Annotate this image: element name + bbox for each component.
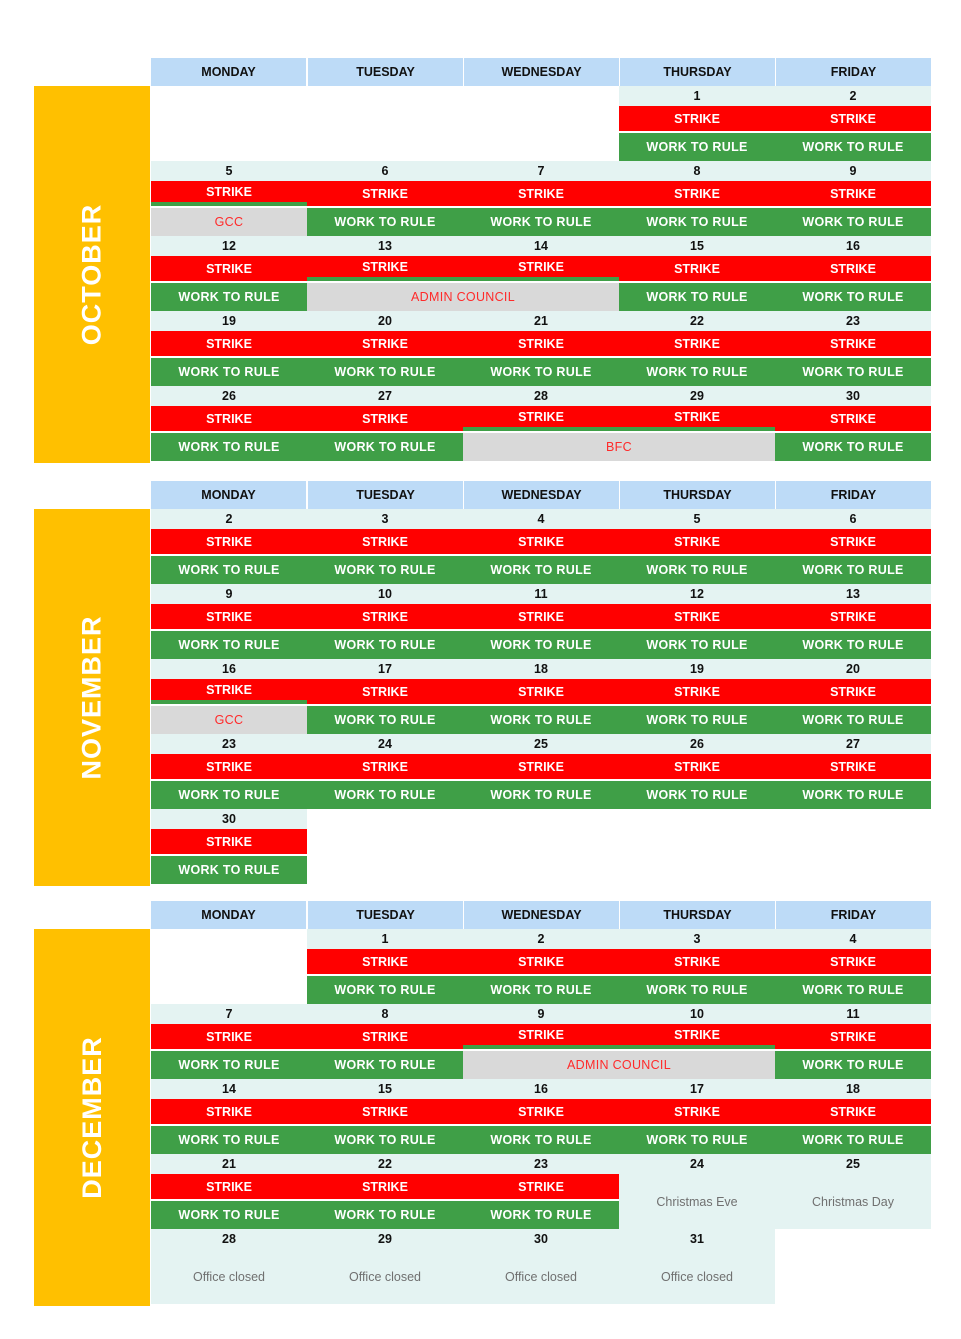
strike-cell: STRIKE — [151, 1024, 307, 1051]
work-to-rule-cell: WORK TO RULE — [619, 556, 775, 584]
strike-cell: STRIKE — [619, 181, 775, 208]
day-number: 3 — [619, 929, 775, 949]
month-label-october — [34, 86, 150, 463]
day-number: 20 — [307, 311, 463, 331]
work-to-rule-cell: WORK TO RULE — [775, 706, 931, 734]
day-number: 11 — [775, 1004, 931, 1024]
work-to-rule-cell: WORK TO RULE — [151, 283, 307, 311]
work-to-rule-cell: WORK TO RULE — [463, 976, 619, 1004]
strike-cell: STRIKE — [775, 106, 931, 133]
day-number: 5 — [151, 161, 307, 181]
day-number: 30 — [775, 386, 931, 406]
day-number: 12 — [151, 236, 307, 256]
day-number: 28 — [151, 1229, 307, 1249]
strike-cell: STRIKE — [463, 679, 619, 706]
strike-cell: STRIKE — [775, 1099, 931, 1126]
strike-cell: STRIKE — [619, 406, 775, 431]
day-number: 14 — [463, 236, 619, 256]
weekday-header-tuesday: TUESDAY — [308, 481, 463, 509]
strike-cell: STRIKE — [463, 181, 619, 208]
strike-cell: STRIKE — [463, 529, 619, 556]
day-number: 9 — [463, 1004, 619, 1024]
strike-cell: STRIKE — [307, 679, 463, 706]
strike-cell: STRIKE — [619, 604, 775, 631]
work-to-rule-cell: WORK TO RULE — [619, 283, 775, 311]
work-to-rule-cell: WORK TO RULE — [307, 631, 463, 659]
day-number: 22 — [619, 311, 775, 331]
strike-cell: STRIKE — [775, 1024, 931, 1051]
work-to-rule-cell: WORK TO RULE — [775, 283, 931, 311]
work-to-rule-cell: WORK TO RULE — [619, 706, 775, 734]
strike-cell: STRIKE — [463, 331, 619, 358]
day-number: 23 — [775, 311, 931, 331]
meeting-gcc: GCC — [151, 208, 307, 236]
work-to-rule-cell: WORK TO RULE — [307, 556, 463, 584]
weekday-header-monday: MONDAY — [151, 481, 306, 509]
day-number: 19 — [151, 311, 307, 331]
work-to-rule-cell: WORK TO RULE — [463, 1126, 619, 1154]
day-number: 27 — [775, 734, 931, 754]
day-number: 28 — [463, 386, 619, 406]
strike-cell: STRIKE — [619, 331, 775, 358]
day-number: 2 — [775, 86, 931, 106]
day-number: 6 — [775, 509, 931, 529]
day-note-office-closed: Office closed — [619, 1249, 775, 1304]
strike-cell: STRIKE — [151, 331, 307, 358]
work-to-rule-cell: WORK TO RULE — [307, 706, 463, 734]
work-to-rule-cell: WORK TO RULE — [463, 1201, 619, 1229]
day-number: 31 — [619, 1229, 775, 1249]
day-number: 7 — [463, 161, 619, 181]
work-to-rule-cell: WORK TO RULE — [463, 556, 619, 584]
day-number: 11 — [463, 584, 619, 604]
day-number: 26 — [151, 386, 307, 406]
strike-cell: STRIKE — [619, 529, 775, 556]
weekday-header-thursday: THURSDAY — [620, 481, 775, 509]
meeting-gcc: GCC — [151, 706, 307, 734]
strike-cell: STRIKE — [463, 949, 619, 976]
weekday-header-wednesday: WEDNESDAY — [464, 481, 619, 509]
day-number: 23 — [463, 1154, 619, 1174]
day-number: 24 — [307, 734, 463, 754]
day-number: 21 — [151, 1154, 307, 1174]
work-to-rule-cell: WORK TO RULE — [775, 1051, 931, 1079]
work-to-rule-cell: WORK TO RULE — [619, 976, 775, 1004]
strike-cell: STRIKE — [619, 1099, 775, 1126]
strike-cell: STRIKE — [463, 754, 619, 781]
weekday-header-tuesday: TUESDAY — [308, 901, 463, 929]
work-to-rule-cell: WORK TO RULE — [307, 781, 463, 809]
work-to-rule-cell: WORK TO RULE — [307, 358, 463, 386]
day-number: 1 — [307, 929, 463, 949]
work-to-rule-cell: WORK TO RULE — [463, 706, 619, 734]
work-to-rule-cell: WORK TO RULE — [619, 133, 775, 161]
work-to-rule-cell: WORK TO RULE — [151, 856, 307, 884]
day-number: 26 — [619, 734, 775, 754]
month-name: DECEMBER — [76, 1036, 107, 1199]
day-number: 9 — [775, 161, 931, 181]
day-number: 18 — [463, 659, 619, 679]
work-to-rule-cell: WORK TO RULE — [151, 1126, 307, 1154]
strike-cell: STRIKE — [307, 256, 463, 281]
day-note-christmas-day: Christmas Day — [775, 1174, 931, 1229]
work-to-rule-cell: WORK TO RULE — [775, 1126, 931, 1154]
day-number: 30 — [463, 1229, 619, 1249]
work-to-rule-cell: WORK TO RULE — [307, 976, 463, 1004]
weekday-header-wednesday: WEDNESDAY — [464, 58, 619, 86]
day-number: 2 — [463, 929, 619, 949]
strike-cell: STRIKE — [307, 1024, 463, 1051]
day-number: 17 — [619, 1079, 775, 1099]
day-number: 16 — [775, 236, 931, 256]
day-number: 4 — [775, 929, 931, 949]
work-to-rule-cell: WORK TO RULE — [151, 781, 307, 809]
strike-cell: STRIKE — [775, 529, 931, 556]
strike-cell: STRIKE — [307, 1099, 463, 1126]
day-number: 27 — [307, 386, 463, 406]
strike-cell: STRIKE — [151, 679, 307, 704]
day-number: 10 — [619, 1004, 775, 1024]
work-to-rule-cell: WORK TO RULE — [775, 556, 931, 584]
work-to-rule-cell: WORK TO RULE — [775, 976, 931, 1004]
strike-cell: STRIKE — [463, 1174, 619, 1201]
work-to-rule-cell: WORK TO RULE — [775, 781, 931, 809]
weekday-header-monday: MONDAY — [151, 901, 306, 929]
day-number: 4 — [463, 509, 619, 529]
day-number: 19 — [619, 659, 775, 679]
weekday-header-thursday: THURSDAY — [620, 901, 775, 929]
strike-cell: STRIKE — [307, 1174, 463, 1201]
day-number: 5 — [619, 509, 775, 529]
strike-cell: STRIKE — [775, 754, 931, 781]
work-to-rule-cell: WORK TO RULE — [151, 1051, 307, 1079]
day-number: 30 — [151, 809, 307, 829]
work-to-rule-cell: WORK TO RULE — [151, 358, 307, 386]
strike-cell: STRIKE — [619, 1024, 775, 1049]
day-number: 25 — [775, 1154, 931, 1174]
meeting-admin-council: ADMIN COUNCIL — [463, 1051, 775, 1079]
work-to-rule-cell: WORK TO RULE — [775, 358, 931, 386]
work-to-rule-cell: WORK TO RULE — [775, 631, 931, 659]
month-label-november — [34, 509, 150, 886]
strike-cell: STRIKE — [775, 949, 931, 976]
strike-cell: STRIKE — [151, 406, 307, 433]
strike-cell: STRIKE — [463, 406, 619, 431]
day-number: 24 — [619, 1154, 775, 1174]
strike-cell: STRIKE — [151, 256, 307, 283]
weekday-header-friday: FRIDAY — [776, 58, 931, 86]
day-number: 3 — [307, 509, 463, 529]
day-number: 14 — [151, 1079, 307, 1099]
strike-cell: STRIKE — [151, 829, 307, 856]
work-to-rule-cell: WORK TO RULE — [463, 631, 619, 659]
strike-cell: STRIKE — [775, 256, 931, 283]
strike-cell: STRIKE — [775, 181, 931, 208]
strike-cell: STRIKE — [151, 604, 307, 631]
day-number: 6 — [307, 161, 463, 181]
day-number: 17 — [307, 659, 463, 679]
strike-cell: STRIKE — [151, 181, 307, 206]
strike-cell: STRIKE — [775, 331, 931, 358]
work-to-rule-cell: WORK TO RULE — [307, 1126, 463, 1154]
strike-cell: STRIKE — [775, 604, 931, 631]
strike-cell: STRIKE — [151, 1099, 307, 1126]
work-to-rule-cell: WORK TO RULE — [151, 433, 307, 461]
work-to-rule-cell: WORK TO RULE — [151, 1201, 307, 1229]
day-number: 13 — [307, 236, 463, 256]
day-number: 21 — [463, 311, 619, 331]
day-number: 20 — [775, 659, 931, 679]
work-to-rule-cell: WORK TO RULE — [775, 208, 931, 236]
strike-cell: STRIKE — [619, 256, 775, 283]
weekday-header-friday: FRIDAY — [776, 481, 931, 509]
day-number: 29 — [619, 386, 775, 406]
meeting-admin-council: ADMIN COUNCIL — [307, 283, 619, 311]
work-to-rule-cell: WORK TO RULE — [307, 208, 463, 236]
weekday-header-tuesday: TUESDAY — [308, 58, 463, 86]
strike-cell: STRIKE — [151, 529, 307, 556]
day-number: 15 — [619, 236, 775, 256]
work-to-rule-cell: WORK TO RULE — [619, 781, 775, 809]
work-to-rule-cell: WORK TO RULE — [463, 358, 619, 386]
month-name: NOVEMBER — [76, 615, 107, 780]
day-number: 25 — [463, 734, 619, 754]
work-to-rule-cell: WORK TO RULE — [151, 631, 307, 659]
work-to-rule-cell: WORK TO RULE — [307, 1201, 463, 1229]
day-number: 16 — [463, 1079, 619, 1099]
strike-cell: STRIKE — [775, 406, 931, 433]
day-number: 16 — [151, 659, 307, 679]
strike-cell: STRIKE — [463, 604, 619, 631]
day-number: 8 — [307, 1004, 463, 1024]
day-number: 18 — [775, 1079, 931, 1099]
strike-cell: STRIKE — [151, 754, 307, 781]
work-to-rule-cell: WORK TO RULE — [619, 631, 775, 659]
day-number: 29 — [307, 1229, 463, 1249]
strike-cell: STRIKE — [307, 604, 463, 631]
strike-cell: STRIKE — [307, 181, 463, 208]
day-number: 7 — [151, 1004, 307, 1024]
work-to-rule-cell: WORK TO RULE — [619, 1126, 775, 1154]
day-number: 8 — [619, 161, 775, 181]
day-number: 2 — [151, 509, 307, 529]
strike-cell: STRIKE — [307, 754, 463, 781]
day-number: 9 — [151, 584, 307, 604]
strike-cell: STRIKE — [619, 949, 775, 976]
work-to-rule-cell: WORK TO RULE — [463, 781, 619, 809]
meeting-bfc: BFC — [463, 433, 775, 461]
day-number: 13 — [775, 584, 931, 604]
strike-cell: STRIKE — [619, 679, 775, 706]
work-to-rule-cell: WORK TO RULE — [775, 433, 931, 461]
strike-cell: STRIKE — [151, 1174, 307, 1201]
day-number: 22 — [307, 1154, 463, 1174]
work-to-rule-cell: WORK TO RULE — [619, 208, 775, 236]
day-note-office-closed: Office closed — [463, 1249, 619, 1304]
work-to-rule-cell: WORK TO RULE — [307, 1051, 463, 1079]
strike-cell: STRIKE — [307, 331, 463, 358]
day-number: 15 — [307, 1079, 463, 1099]
strike-cell: STRIKE — [307, 529, 463, 556]
strike-cell: STRIKE — [619, 106, 775, 133]
day-number: 10 — [307, 584, 463, 604]
strike-cell: STRIKE — [619, 754, 775, 781]
day-number: 23 — [151, 734, 307, 754]
strike-cell: STRIKE — [463, 1099, 619, 1126]
weekday-header-monday: MONDAY — [151, 58, 306, 86]
work-to-rule-cell: WORK TO RULE — [619, 358, 775, 386]
work-to-rule-cell: WORK TO RULE — [151, 556, 307, 584]
weekday-header-wednesday: WEDNESDAY — [464, 901, 619, 929]
month-name: OCTOBER — [76, 203, 107, 346]
day-note-office-closed: Office closed — [151, 1249, 307, 1304]
day-number: 12 — [619, 584, 775, 604]
day-number: 1 — [619, 86, 775, 106]
day-note-christmas-eve: Christmas Eve — [619, 1174, 775, 1229]
weekday-header-friday: FRIDAY — [776, 901, 931, 929]
day-note-office-closed: Office closed — [307, 1249, 463, 1304]
work-to-rule-cell: WORK TO RULE — [307, 433, 463, 461]
weekday-header-thursday: THURSDAY — [620, 58, 775, 86]
work-to-rule-cell: WORK TO RULE — [463, 208, 619, 236]
strike-cell: STRIKE — [463, 256, 619, 281]
strike-cell: STRIKE — [307, 406, 463, 433]
strike-cell: STRIKE — [307, 949, 463, 976]
work-to-rule-cell: WORK TO RULE — [775, 133, 931, 161]
strike-cell: STRIKE — [463, 1024, 619, 1049]
month-label-december — [34, 929, 150, 1306]
strike-cell: STRIKE — [775, 679, 931, 706]
